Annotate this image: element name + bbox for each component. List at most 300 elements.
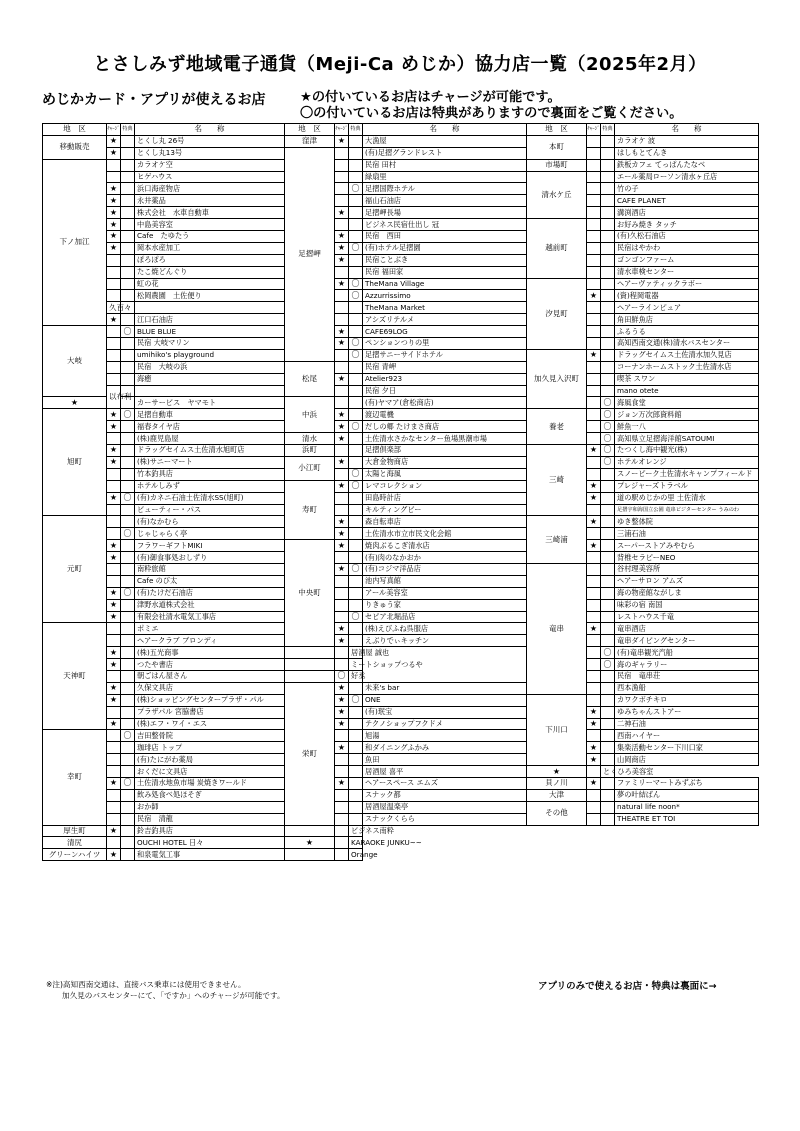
store-name: (有)竜串観光汽船: [615, 647, 759, 659]
charge-mark: [587, 813, 601, 825]
benefit-mark: 〇: [349, 563, 363, 575]
benefit-mark: [121, 278, 135, 290]
charge-mark: [587, 147, 601, 159]
benefit-mark: [121, 349, 135, 361]
store-name: (有)珉宝: [363, 706, 527, 718]
benefit-mark: [121, 183, 135, 195]
benefit-mark: [335, 659, 349, 671]
benefit-mark: [349, 326, 363, 338]
store-name: とくし丸 26号: [135, 135, 285, 147]
charge-mark: [107, 361, 121, 373]
store-name: 松岡農園 土佐便り: [135, 290, 285, 302]
store-name: (有)コジマ洋品店: [363, 563, 527, 575]
benefit-mark: [601, 171, 615, 183]
store-name: ドラッグセイムス土佐清水加久見店: [615, 349, 759, 361]
benefit-mark: [121, 718, 135, 730]
benefit-mark: [121, 254, 135, 266]
charge-mark: ★: [335, 278, 349, 290]
store-name: とくし丸13号: [135, 147, 285, 159]
benefit-mark: [349, 456, 363, 468]
store-name: 溝渕酒店: [615, 207, 759, 219]
benefit-mark: 〇: [335, 670, 349, 682]
benefit-mark: [335, 837, 349, 849]
area-cell: 旭町: [43, 409, 107, 516]
store-name: umihiko's playground: [135, 349, 285, 361]
benefit-mark: [349, 528, 363, 540]
store-name: 福山石油店: [363, 195, 527, 207]
benefit-mark: [349, 516, 363, 528]
charge-mark: ★: [107, 659, 121, 671]
store-name: Cafe たゆたう: [135, 231, 285, 243]
charge-mark: [107, 623, 121, 635]
store-name: ヒゲハウス: [135, 171, 285, 183]
charge-mark: ★: [335, 516, 349, 528]
benefit-mark: [349, 706, 363, 718]
store-name: エール薬局ローソン清水ヶ丘店: [615, 171, 759, 183]
store-row: [285, 837, 527, 849]
store-name: 海の物産館ながしま: [615, 587, 759, 599]
store-name: ゆき整体院: [615, 516, 759, 528]
circle-note: 〇の付いているお店は特典がありますので裏面をご覧ください。: [300, 106, 683, 121]
header-area: 地 区: [43, 124, 107, 136]
store-name: 大倉金物商店: [363, 456, 527, 468]
charge-mark: ★: [107, 825, 121, 837]
store-name: (株)サニーマート: [135, 456, 285, 468]
store-name: 海癒: [135, 373, 285, 385]
charge-mark: ★: [107, 647, 121, 659]
store-name: 谷村理美容所: [615, 563, 759, 575]
benefit-mark: 〇: [121, 730, 135, 742]
store-name: (株)鹿児島屋: [135, 433, 285, 445]
benefit-mark: [121, 611, 135, 623]
charge-mark: [335, 183, 349, 195]
charge-mark: ★: [335, 433, 349, 445]
benefit-mark: [601, 314, 615, 326]
charge-mark: ★: [335, 623, 349, 635]
charge-mark: [587, 659, 601, 671]
store-row: [43, 326, 285, 338]
store-name: 道の駅めじかの里 土佐清水: [615, 492, 759, 504]
benefit-mark: [601, 694, 615, 706]
benefit-mark: [121, 290, 135, 302]
charge-mark: ★: [335, 135, 349, 147]
store-row: [285, 647, 527, 659]
store-name: 清水車検センター: [615, 266, 759, 278]
benefit-mark: [601, 492, 615, 504]
store-name: (有)ホテル足摺園: [363, 242, 527, 254]
charge-mark: ★: [335, 528, 349, 540]
header-benefit: 特典: [121, 124, 135, 136]
benefit-mark: [349, 433, 363, 445]
benefit-mark: [349, 195, 363, 207]
store-name: 民宿 竜串荘: [615, 670, 759, 682]
store-name: OUCHI HOTEL 日々: [135, 837, 285, 849]
charge-mark: ★: [107, 207, 121, 219]
header-area: 地 区: [285, 124, 335, 136]
charge-mark: [107, 789, 121, 801]
store-name: BLUE BLUE: [135, 326, 285, 338]
area-cell: 下川口: [527, 694, 587, 765]
charge-mark: [587, 421, 601, 433]
store-name: ポミエ: [135, 623, 285, 635]
header-charge: ﾁｬｰｼﾞ: [335, 124, 349, 136]
store-name: ミートショップつるや: [349, 659, 363, 671]
store-name: (有)久松石油店: [615, 231, 759, 243]
benefit-mark: 〇: [349, 349, 363, 361]
charge-mark: [107, 278, 121, 290]
store-name: コーナンホームストック土佐清水店: [615, 361, 759, 373]
benefit-mark: [349, 635, 363, 647]
store-name: 竹の子: [615, 183, 759, 195]
charge-mark: [587, 433, 601, 445]
benefit-mark: [601, 504, 615, 516]
charge-mark: [107, 670, 121, 682]
benefit-mark: [601, 302, 615, 314]
charge-mark: [107, 373, 121, 385]
benefit-mark: [121, 171, 135, 183]
benefit-mark: [121, 552, 135, 564]
charge-mark: [587, 397, 601, 409]
area-cell: 清尻: [43, 837, 107, 849]
charge-mark: [587, 373, 601, 385]
charge-mark: [107, 468, 121, 480]
benefit-mark: [601, 563, 615, 575]
store-name: 吉田整骨院: [135, 730, 285, 742]
benefit-mark: [121, 635, 135, 647]
store-name: ぽろぽろ: [135, 254, 285, 266]
benefit-mark: [121, 195, 135, 207]
store-name: ドラッグセイムス土佐清水旭町店: [135, 445, 285, 457]
store-name: 海風食堂: [615, 397, 759, 409]
area-cell: 寿町: [285, 480, 335, 539]
benefit-mark: [601, 623, 615, 635]
charge-mark: [587, 587, 601, 599]
store-name: 民宿 西田: [363, 231, 527, 243]
store-row: [285, 445, 527, 457]
store-name: ペンションつりの里: [363, 338, 527, 350]
benefit-mark: [349, 813, 363, 825]
charge-mark: [335, 504, 349, 516]
area-cell: 三崎: [527, 445, 587, 516]
charge-mark: ★: [107, 219, 121, 231]
store-name: 好丞: [349, 670, 363, 682]
benefit-mark: [601, 587, 615, 599]
benefit-mark: [601, 147, 615, 159]
store-name: (有)たけだ石油店: [135, 587, 285, 599]
charge-mark: [335, 575, 349, 587]
benefit-mark: [349, 373, 363, 385]
store-name: 高知県立足摺海洋館SATOUMI: [615, 433, 759, 445]
charge-mark: [587, 409, 601, 421]
benefit-mark: [349, 718, 363, 730]
charge-mark: [335, 801, 349, 813]
area-cell: 中央町: [285, 540, 335, 647]
store-name: ジョン万次郎資料館: [615, 409, 759, 421]
store-row: [527, 777, 759, 789]
charge-mark: ★: [107, 147, 121, 159]
area-cell: 養老: [527, 409, 587, 445]
benefit-mark: [349, 599, 363, 611]
benefit-mark: [349, 575, 363, 587]
benefit-mark: [349, 314, 363, 326]
area-cell: 市場町: [527, 159, 587, 171]
benefit-mark: 〇: [349, 694, 363, 706]
charge-mark: [335, 266, 349, 278]
charge-mark: [285, 849, 335, 861]
store-name: 焼肉ぶるこぎ清水店: [363, 540, 527, 552]
benefit-mark: [601, 718, 615, 730]
store-name: アシズリテルメ: [363, 314, 527, 326]
charge-mark: [587, 231, 601, 243]
charge-mark: [335, 599, 349, 611]
benefit-mark: [349, 219, 363, 231]
store-name: 土佐清水市立市民文化会館: [363, 528, 527, 540]
benefit-mark: [601, 207, 615, 219]
charge-mark: [107, 706, 121, 718]
store-name: プラザパル 宮脇書店: [135, 706, 285, 718]
benefit-mark: [601, 540, 615, 552]
store-name: 旭湯: [363, 730, 527, 742]
store-name: 足摺サニーサイドホテル: [363, 349, 527, 361]
benefit-mark: [121, 813, 135, 825]
store-row: [285, 397, 527, 409]
area-cell: 厚生町: [43, 825, 107, 837]
benefit-mark: [349, 754, 363, 766]
store-name: テクノショップフクドメ: [363, 718, 527, 730]
benefit-mark: [601, 742, 615, 754]
store-name: カワクボチキロ: [615, 694, 759, 706]
charge-mark: [335, 445, 349, 457]
area-cell: 中浜: [285, 397, 335, 433]
store-name: ヘアースペース エムズ: [363, 777, 527, 789]
store-row: [527, 801, 759, 813]
charge-mark: ★: [107, 135, 121, 147]
benefit-mark: [601, 599, 615, 611]
benefit-mark: [121, 516, 135, 528]
page-title: とさしみず地域電子通貨（Meji-Ca めじか）協力店一覧（2025年2月）: [93, 54, 707, 75]
charge-mark: ★: [107, 492, 121, 504]
benefit-mark: 〇: [121, 409, 135, 421]
store-name: 角田鮮魚店: [615, 314, 759, 326]
store-name: キルティングビー: [363, 504, 527, 516]
benefit-mark: [601, 754, 615, 766]
charge-mark: [587, 314, 601, 326]
charge-mark: [107, 754, 121, 766]
charge-mark: ★: [285, 837, 335, 849]
benefit-mark: [121, 456, 135, 468]
charge-mark: ★: [335, 326, 349, 338]
store-name: 有限会社清水電気工事店: [135, 611, 285, 623]
charge-mark: ★: [43, 397, 107, 409]
store-row: [43, 730, 285, 742]
charge-mark: [335, 361, 349, 373]
store-name: カラオケ空: [135, 159, 285, 171]
store-row: [527, 159, 759, 171]
charge-mark: [335, 290, 349, 302]
charge-mark: [587, 563, 601, 575]
benefit-mark: [349, 777, 363, 789]
benefit-mark: 〇: [601, 421, 615, 433]
charge-mark: [587, 801, 601, 813]
benefit-mark: 〇: [349, 242, 363, 254]
charge-mark: ★: [587, 706, 601, 718]
benefit-mark: [349, 682, 363, 694]
benefit-mark: [335, 647, 349, 659]
charge-mark: [107, 801, 121, 813]
store-name: (有)足摺グランドレスト: [363, 147, 527, 159]
benefit-mark: 〇: [601, 647, 615, 659]
benefit-mark: [121, 373, 135, 385]
area-cell: 久百々: [107, 302, 121, 314]
benefit-mark: [601, 290, 615, 302]
charge-mark: ★: [107, 849, 121, 861]
store-name: 虹の花: [135, 278, 285, 290]
benefit-mark: [601, 373, 615, 385]
store-name: ONE: [363, 694, 527, 706]
charge-mark: [587, 599, 601, 611]
store-name: 足摺宇和海国立公園 竜串ビジターセンター うみのわ: [615, 504, 759, 516]
area-cell: 三崎浦: [527, 516, 587, 564]
benefit-mark: [121, 540, 135, 552]
store-name: 津野水道株式会社: [135, 599, 285, 611]
store-name: スナック都: [363, 789, 527, 801]
charge-mark: [107, 575, 121, 587]
charge-mark: [587, 635, 601, 647]
charge-mark: [107, 290, 121, 302]
store-row: [285, 682, 527, 694]
store-name: 土佐清水さかなセンター鱼場黒潮市場: [363, 433, 527, 445]
charge-mark: [587, 682, 601, 694]
charge-mark: ★: [335, 373, 349, 385]
benefit-mark: [335, 825, 349, 837]
charge-mark: [335, 314, 349, 326]
benefit-mark: [601, 278, 615, 290]
charge-mark: [587, 528, 601, 540]
store-row: [285, 147, 527, 159]
charge-mark: [285, 647, 335, 659]
store-name: 夢の叶結ばん: [615, 789, 759, 801]
charge-mark: ★: [335, 718, 349, 730]
store-name: 緑扇里: [363, 171, 527, 183]
benefit-mark: 〇: [601, 433, 615, 445]
benefit-mark: [349, 504, 363, 516]
charge-mark: [107, 159, 121, 171]
benefit-mark: 〇: [121, 528, 135, 540]
store-name: 喫茶 スワン: [615, 373, 759, 385]
benefit-mark: [349, 266, 363, 278]
charge-mark: [335, 730, 349, 742]
benefit-mark: [601, 528, 615, 540]
charge-mark: [107, 338, 121, 350]
charge-mark: ★: [107, 587, 121, 599]
benefit-mark: [349, 492, 363, 504]
charge-mark: [587, 219, 601, 231]
charge-mark: ★: [335, 231, 349, 243]
store-name: 和泉電気工事: [135, 849, 285, 861]
store-name: 未来's bar: [363, 682, 527, 694]
store-table-left: [42, 123, 285, 861]
header-name: 名 称: [363, 124, 527, 136]
store-name: だしの郷 たけまさ商店: [363, 421, 527, 433]
store-name: 太陽と海風: [363, 468, 527, 480]
store-name: 民宿 清龍: [135, 813, 285, 825]
benefit-mark: [121, 801, 135, 813]
area-cell: 汐見町: [527, 278, 587, 349]
subtitle: めじかカード・アプリが使えるお店: [42, 92, 266, 108]
store-name: ゆみちゃんストアー: [615, 706, 759, 718]
charge-mark: ★: [107, 195, 121, 207]
benefit-mark: [601, 706, 615, 718]
charge-mark: [587, 278, 601, 290]
store-name: natural life noon*: [615, 801, 759, 813]
charge-mark: ★: [335, 409, 349, 421]
store-row: [43, 849, 285, 861]
charge-mark: [587, 171, 601, 183]
store-name: 久保文具店: [135, 682, 285, 694]
benefit-mark: [601, 266, 615, 278]
store-name: つたや書店: [135, 659, 285, 671]
benefit-mark: [121, 135, 135, 147]
benefit-mark: [121, 433, 135, 445]
store-name: TheMana Village: [363, 278, 527, 290]
benefit-mark: 〇: [601, 659, 615, 671]
charge-mark: [107, 171, 121, 183]
store-name: ふるうる: [615, 326, 759, 338]
store-row: [527, 766, 759, 778]
charge-mark: [587, 730, 601, 742]
store-row: [527, 694, 759, 706]
store-name: 江口石油店: [135, 314, 285, 326]
charge-mark: [335, 813, 349, 825]
store-name: Atelier923: [363, 373, 527, 385]
area-cell: その他: [527, 801, 587, 825]
store-name: 足摺自動車: [135, 409, 285, 421]
charge-mark: [587, 207, 601, 219]
store-name: (有)御食事処おしずり: [135, 552, 285, 564]
charge-mark: [335, 219, 349, 231]
benefit-mark: 〇: [121, 492, 135, 504]
benefit-mark: [601, 516, 615, 528]
benefit-mark: [121, 338, 135, 350]
store-row: [285, 135, 527, 147]
benefit-mark: [601, 480, 615, 492]
area-cell: 竜串: [527, 563, 587, 694]
store-name: 足摺岬長場: [363, 207, 527, 219]
charge-mark: ★: [335, 480, 349, 492]
area-cell: 大津: [527, 789, 587, 801]
charge-mark: ★: [587, 623, 601, 635]
benefit-mark: [121, 159, 135, 171]
charge-mark: [335, 468, 349, 480]
store-name: 飲み処食べ処ほそぎ: [135, 789, 285, 801]
benefit-mark: [335, 849, 349, 861]
benefit-mark: [601, 159, 615, 171]
benefit-mark: [121, 754, 135, 766]
benefit-mark: 〇: [349, 480, 363, 492]
store-row: [285, 456, 527, 468]
store-row: [527, 171, 759, 183]
benefit-mark: [135, 385, 285, 397]
store-name: 集楽活動センター下川口家: [615, 742, 759, 754]
charge-mark: [335, 766, 349, 778]
area-cell: 栄町: [285, 682, 335, 825]
charge-mark: ★: [107, 409, 121, 421]
benefit-mark: [121, 468, 135, 480]
benefit-mark: [121, 219, 135, 231]
store-name: 海のギャラリー: [615, 659, 759, 671]
charge-mark: [587, 647, 601, 659]
store-name: 西南ハイヤー: [615, 730, 759, 742]
